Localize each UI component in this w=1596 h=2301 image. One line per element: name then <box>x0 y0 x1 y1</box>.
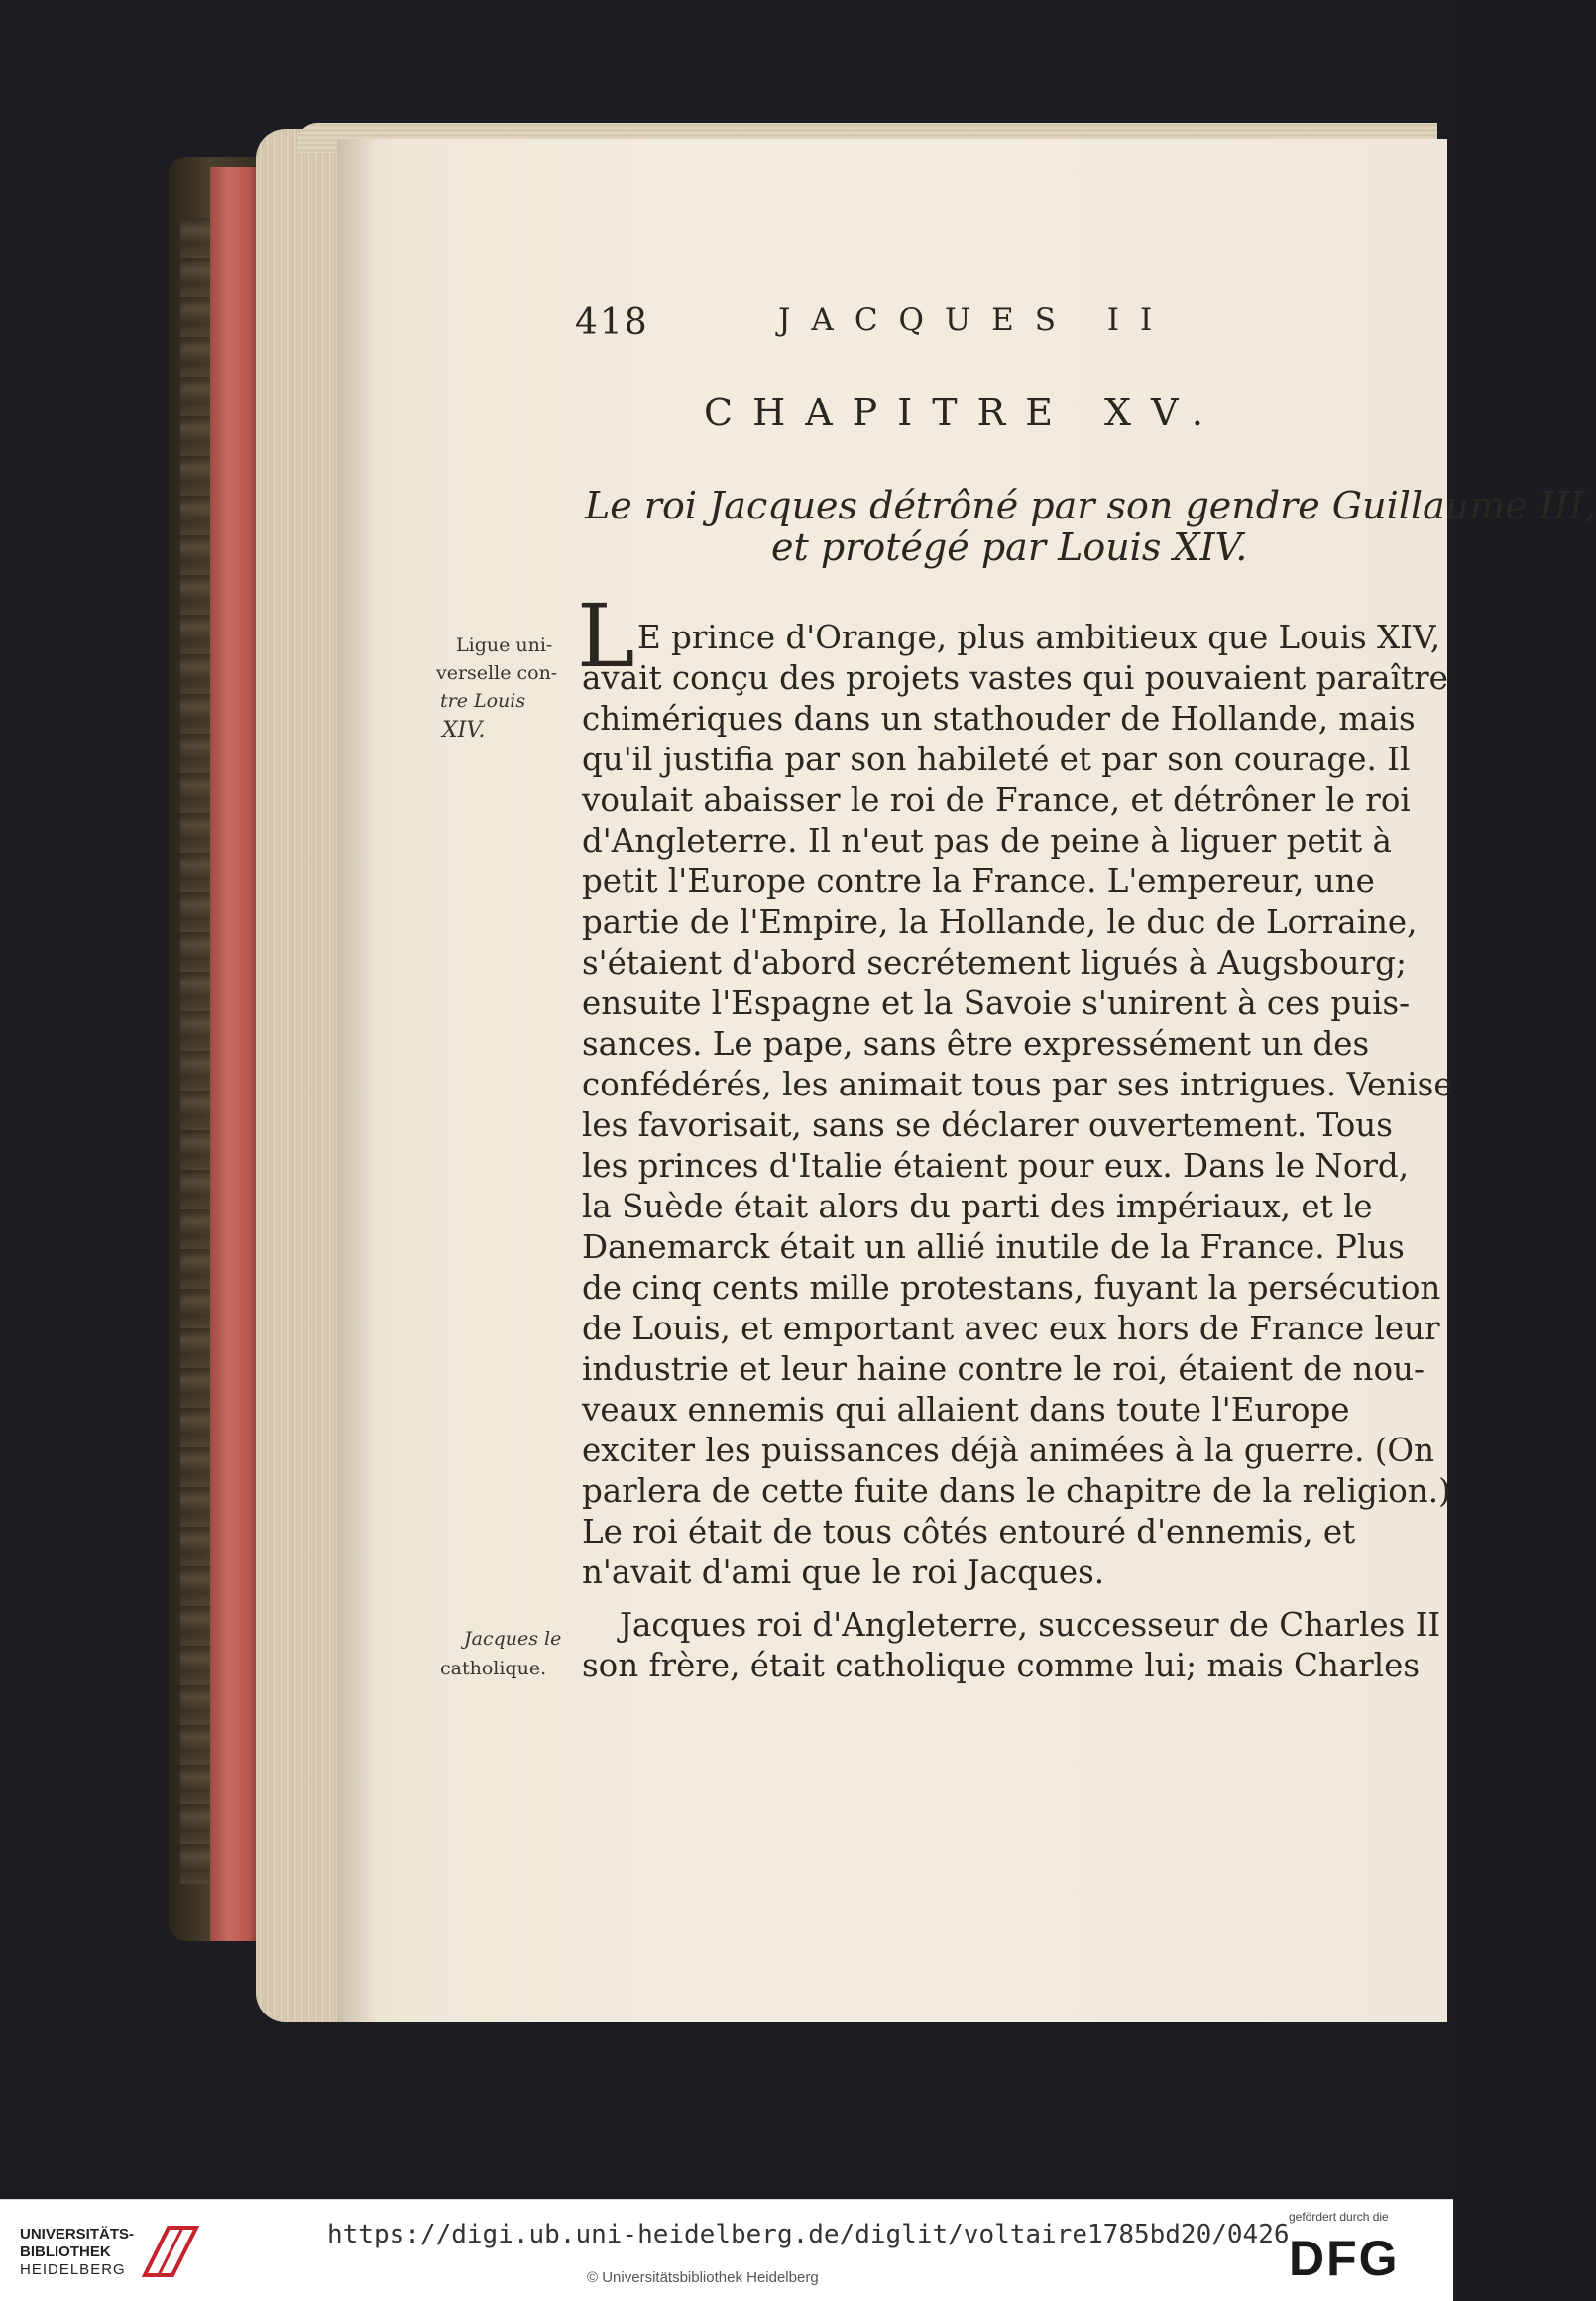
running-head: JACQUES II <box>778 302 1174 338</box>
copyright-notice: © Universitätsbibliothek Heidelberg <box>587 2269 819 2286</box>
margin-note-line: tre Louis <box>440 690 526 712</box>
body-line: de Louis, et emportant avec eux hors de France leur <box>582 1310 1440 1347</box>
page-stack-edge <box>256 129 345 2022</box>
permalink-url[interactable]: https://digi.ub.uni-heidelberg.de/diglit/voltaire1785bd20/0426 <box>327 2220 1290 2249</box>
margin-note-line: Ligue uni- <box>456 634 553 656</box>
library-name-line: BIBLIOTHEK <box>20 2243 111 2260</box>
margin-note-line: XIV. <box>442 718 486 743</box>
drop-cap: L <box>577 585 635 687</box>
body-line: confédérés, les animait tous par ses intrigues. Venise <box>582 1066 1453 1103</box>
red-page-edge <box>210 167 258 1941</box>
body-line: parlera de cette fuite dans le chapitre de la religion.) <box>582 1472 1451 1510</box>
body-line: avait conçu des projets vastes qui pouvaient paraître <box>582 659 1448 697</box>
body-line: Jacques roi d'Angleterre, successeur de Charles II <box>620 1606 1441 1644</box>
body-line: ensuite l'Espagne et la Savoie s'unirent à ces puis- <box>582 984 1411 1022</box>
funding-label: gefördert durch die <box>1289 2210 1389 2224</box>
library-name-line: HEIDELBERG <box>20 2261 126 2278</box>
library-name-line: UNIVERSITÄTS- <box>20 2226 135 2243</box>
viewer-footer <box>0 2199 1453 2301</box>
body-line: la Suède était alors du parti des impériaux, et le <box>582 1188 1373 1225</box>
body-line: veaux ennemis qui allaient dans toute l'Europe <box>582 1391 1350 1429</box>
page-gutter-shadow <box>337 139 377 2022</box>
library-logo <box>20 2226 134 2279</box>
chapter-subtitle-line-1: Le roi Jacques détrôné par son gendre Guillaume III, <box>585 484 1596 527</box>
body-line: n'avait d'ami que le roi Jacques. <box>582 1553 1105 1591</box>
page-number: 418 <box>575 302 649 343</box>
chapter-subtitle-line-2: et protégé par Louis XIV. <box>771 525 1248 569</box>
body-line: son frère, était catholique comme lui; mais Charles <box>582 1647 1420 1684</box>
chapter-title: CHAPITRE XV. <box>704 391 1223 434</box>
body-line: Le roi était de tous côtés entouré d'ennemis, et <box>582 1513 1356 1551</box>
body-line: chimériques dans un stathouder de Hollande, mais <box>582 700 1416 738</box>
margin-note-line: catholique. <box>440 1658 547 1679</box>
body-line: les princes d'Italie étaient pour eux. Dans le Nord, <box>582 1147 1410 1185</box>
body-line: voulait abaisser le roi de France, et détrôner le roi <box>582 781 1411 819</box>
dfg-logo: DFG <box>1289 2231 1400 2286</box>
body-line: s'étaient d'abord secrétement ligués à Augsbourg; <box>582 944 1407 981</box>
body-line: industrie et leur haine contre le roi, étaient de nou- <box>582 1350 1425 1388</box>
body-line: les favorisait, sans se déclarer ouvertement. Tous <box>582 1106 1393 1144</box>
body-line: qu'il justifia par son habileté et par son courage. Il <box>582 741 1411 778</box>
body-line: exciter les puissances déjà animées à la guerre. (On <box>582 1432 1435 1469</box>
body-line: d'Angleterre. Il n'eut pas de peine à liguer petit à <box>582 822 1392 860</box>
margin-note-line: verselle con- <box>436 662 558 684</box>
library-mark-icon <box>139 2222 202 2281</box>
margin-note-line: Jacques le <box>464 1628 562 1650</box>
body-line-first: E prince d'Orange, plus ambitieux que Louis XIV, <box>637 619 1441 656</box>
body-line: sances. Le pape, sans être expressément un des <box>582 1025 1370 1063</box>
body-line: de cinq cents mille protestans, fuyant la persécution <box>582 1269 1441 1307</box>
body-line: Danemarck était un allié inutile de la France. Plus <box>582 1228 1405 1266</box>
body-line: partie de l'Empire, la Hollande, le duc de Lorraine, <box>582 903 1418 941</box>
body-line: petit l'Europe contre la France. L'empereur, une <box>582 863 1375 900</box>
